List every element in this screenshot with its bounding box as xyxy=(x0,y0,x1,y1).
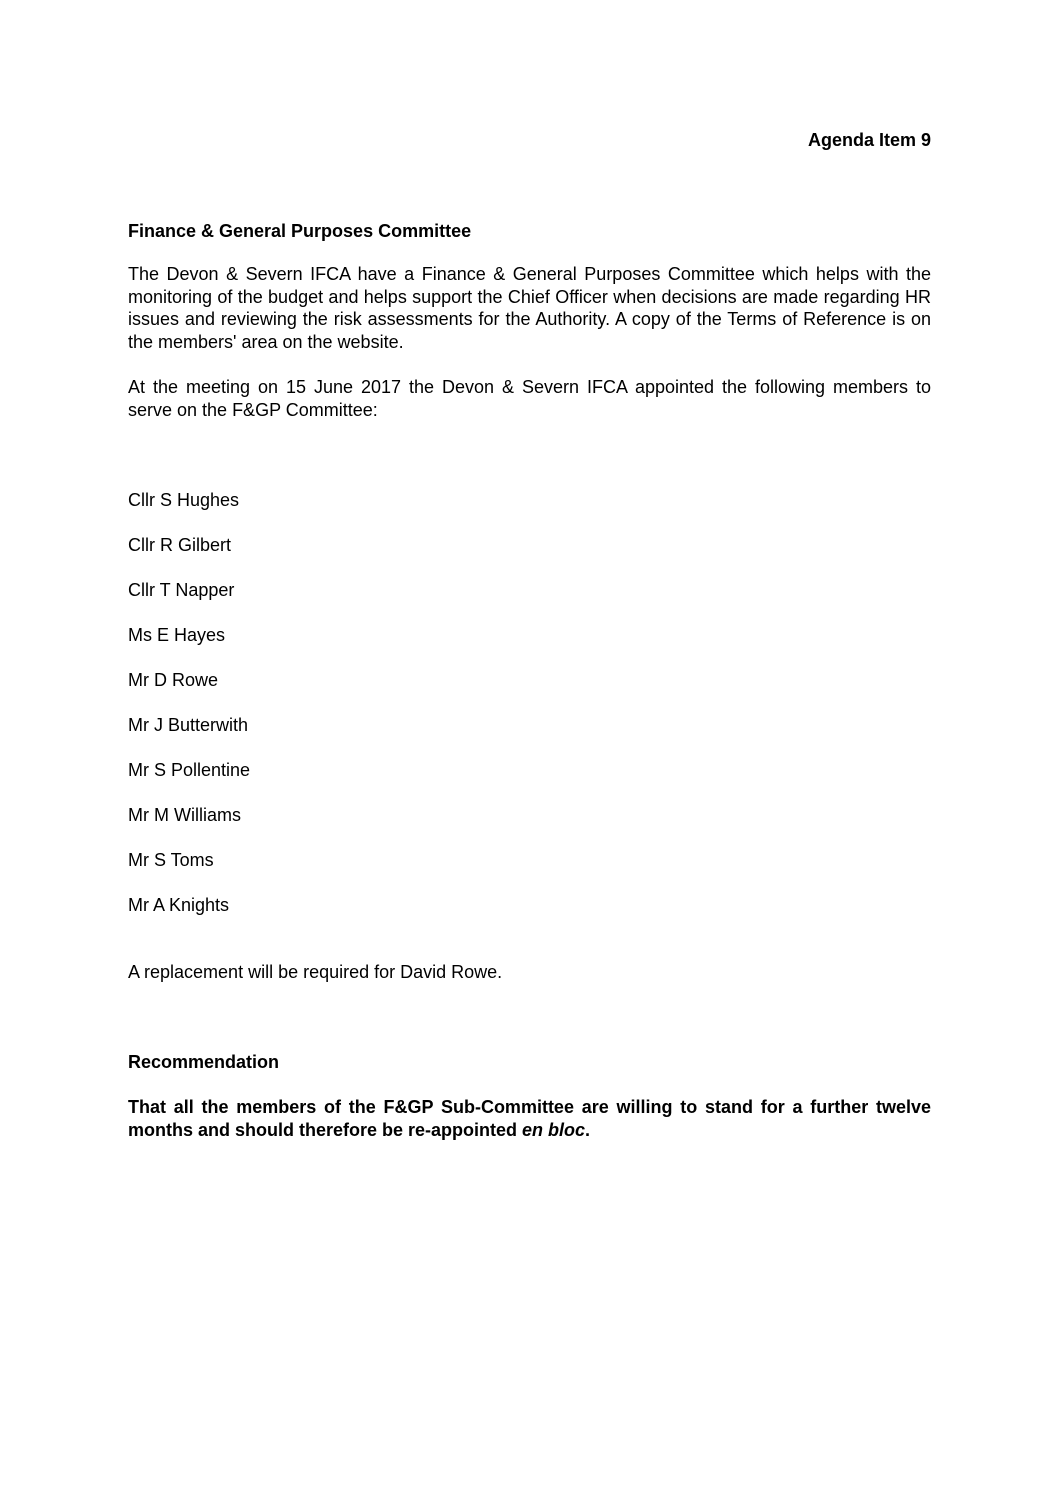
member-list-item: Cllr T Napper xyxy=(128,580,235,600)
recommendation-heading: Recommendation xyxy=(128,1052,280,1072)
recommendation-paragraph xyxy=(128,1096,931,1141)
member-list-item: Mr S Pollentine xyxy=(128,760,251,780)
member-list-item: Cllr S Hughes xyxy=(128,490,240,510)
member-list-item: Mr A Knights xyxy=(128,895,230,915)
member-list-item: Mr D Rowe xyxy=(128,670,219,690)
agenda-item-label: Agenda Item 9 xyxy=(807,130,931,150)
appointment-paragraph: At the meeting on 15 June 2017 the Devon & Severn IFCA appointed the following members to serve on the F&GP Committee: xyxy=(128,377,931,420)
member-list-item: Mr J Butterwith xyxy=(128,715,249,735)
committee-intro-paragraph: The Devon & Severn IFCA have a Finance & General Purposes Committee which helps with the monitoring of the budget and helps support the Chief Officer when decisions are made regarding HR issues and reviewing the risk assessments for the Authority. A copy of the Terms of Reference is on the members' area on the website. xyxy=(128,264,931,352)
recommendation-text: That all the members of the F&GP Sub-Committee are willing to stand for a further twelve months and should therefore be re-appointed xyxy=(128,1097,931,1140)
member-list-item: Mr M Williams xyxy=(128,805,241,825)
committee-heading: Finance & General Purposes Committee xyxy=(128,221,472,241)
recommendation-end: . xyxy=(585,1119,591,1140)
member-list-item: Cllr R Gilbert xyxy=(128,535,232,555)
member-list xyxy=(128,489,250,939)
recommendation-emphasis: en bloc xyxy=(522,1119,586,1140)
member-list-item: Ms E Hayes xyxy=(128,625,226,645)
member-list-item: Mr S Toms xyxy=(128,850,214,870)
replacement-note: A replacement will be required for David Rowe. xyxy=(128,962,503,982)
